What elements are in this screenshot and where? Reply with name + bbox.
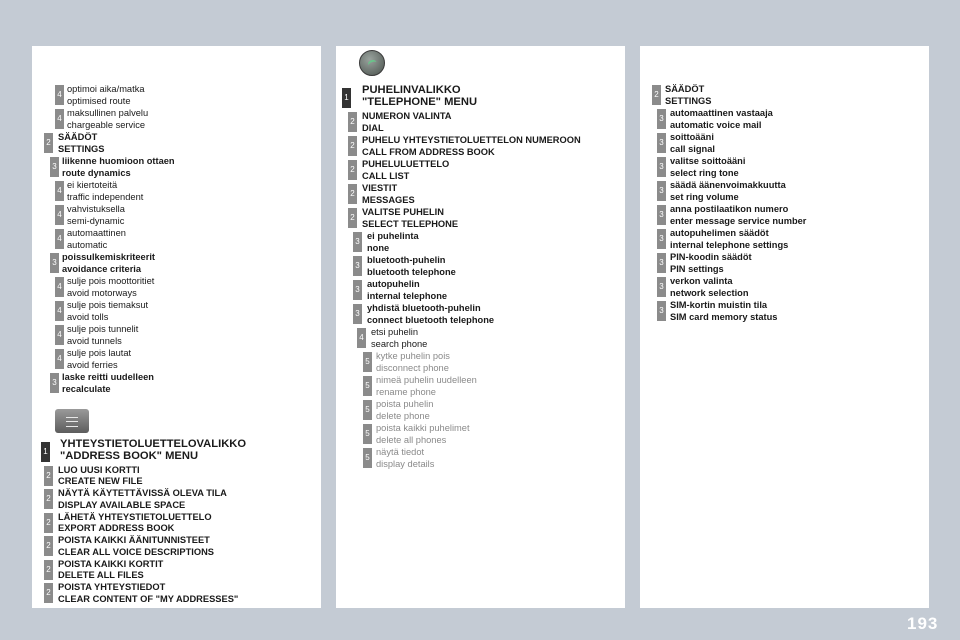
- level-badge: 2: [44, 583, 53, 603]
- level-badge: 3: [353, 232, 362, 252]
- middle-column: [336, 46, 625, 608]
- item-label-fi: autopuhelimen säädöt: [670, 228, 769, 238]
- level-badge: 3: [353, 256, 362, 276]
- level-badge: 4: [55, 181, 64, 201]
- item-label-fi: POISTA YHTEYSTIEDOT: [58, 582, 166, 592]
- level-badge: 1: [342, 88, 351, 108]
- item-label-en: DISPLAY AVAILABLE SPACE: [58, 499, 186, 510]
- menu-item: [32, 488, 321, 511]
- level-badge: 2: [348, 184, 357, 204]
- menu-item: [32, 512, 321, 535]
- item-label-fi: nimeä puhelin uudelleen: [376, 375, 477, 385]
- item-label-en: "TELEPHONE" MENU: [362, 96, 478, 108]
- menu-item: [640, 156, 929, 179]
- item-label-fi: optimoi aika/matka: [67, 84, 145, 94]
- telephone-menu-title: [336, 84, 625, 108]
- item-label-en: rename phone: [376, 386, 436, 397]
- item-label-fi: NUMERON VALINTA: [362, 111, 452, 121]
- item-label-en: route dynamics: [62, 167, 131, 178]
- level-badge: 2: [348, 208, 357, 228]
- menu-item: [640, 276, 929, 299]
- item-label-fi: PUHELU YHTEYSTIETOLUETTELON NUMEROON: [362, 135, 581, 145]
- menu-item: [336, 231, 625, 254]
- item-label-fi: VALITSE PUHELIN: [362, 207, 444, 217]
- level-badge: 4: [55, 301, 64, 321]
- item-label-fi: maksullinen palvelu: [67, 108, 149, 118]
- menu-item: [32, 204, 321, 227]
- item-label-en: set ring volume: [670, 191, 739, 202]
- menu-item: [640, 252, 929, 275]
- level-badge: 3: [657, 301, 666, 321]
- menu-item: [32, 324, 321, 347]
- item-label-en: SETTINGS: [58, 143, 105, 154]
- menu-item: [32, 348, 321, 371]
- item-label-fi: poista kaikki puhelimet: [376, 423, 470, 433]
- menu-item: [640, 180, 929, 203]
- level-badge: 3: [657, 229, 666, 249]
- level-badge: 2: [348, 136, 357, 156]
- item-label-fi: sulje pois tunnelit: [67, 324, 139, 334]
- item-label-en: search phone: [371, 338, 428, 349]
- item-label-en: PIN settings: [670, 263, 724, 274]
- level-badge: 4: [55, 325, 64, 345]
- address-book-icon: [55, 409, 89, 433]
- level-badge: 2: [44, 466, 53, 486]
- level-badge: 3: [50, 157, 59, 177]
- level-badge: 3: [353, 280, 362, 300]
- item-label-en: delete phone: [376, 410, 430, 421]
- item-label-fi: LUO UUSI KORTTI: [58, 464, 140, 475]
- item-label-fi: etsi puhelin: [371, 327, 419, 337]
- item-label-en: recalculate: [62, 383, 111, 394]
- left-column: [32, 46, 321, 608]
- navigation-settings-list: [32, 84, 321, 396]
- menu-item: [640, 204, 929, 227]
- item-label-en: display details: [376, 458, 435, 469]
- item-label-fi: POISTA KAIKKI ÄÄNITUNNISTEET: [58, 535, 210, 545]
- page-number: 193: [907, 614, 939, 633]
- item-label-en: EXPORT ADDRESS BOOK: [58, 523, 175, 533]
- item-label-fi: ei puhelinta: [367, 231, 419, 241]
- level-badge: 4: [55, 229, 64, 249]
- level-badge: 2: [44, 133, 53, 153]
- level-badge: 2: [44, 489, 53, 509]
- item-label-en: DELETE ALL FILES: [58, 570, 144, 580]
- item-label-fi: vahvistuksella: [67, 204, 125, 214]
- item-label-fi: poissulkemiskriteerit: [62, 252, 156, 262]
- item-label-en: CLEAR ALL VOICE DESCRIPTIONS: [58, 546, 214, 557]
- item-label-fi: ei kiertoteitä: [67, 180, 118, 190]
- menu-item: [32, 180, 321, 203]
- item-label-fi: SÄÄDÖT: [58, 132, 98, 142]
- menu-item: [640, 228, 929, 251]
- level-badge: 3: [657, 253, 666, 273]
- menu-item: [32, 228, 321, 251]
- item-label-en: traffic independent: [67, 191, 144, 202]
- menu-item: [336, 135, 625, 158]
- menu-item: [336, 279, 625, 302]
- menu-item: [32, 156, 321, 179]
- item-label-fi: sulje pois lautat: [67, 348, 132, 358]
- item-label-fi: sulje pois tiemaksut: [67, 300, 149, 310]
- menu-item: [32, 465, 321, 488]
- item-label-fi: näytä tiedot: [376, 447, 425, 457]
- item-label-fi: YHTEYSTIETOLUETTELOVALIKKO: [60, 438, 247, 450]
- telephone-menu: [336, 84, 625, 471]
- item-label-en: semi-dynamic: [67, 215, 125, 226]
- address-book-menu: [32, 438, 321, 606]
- item-label-en: avoid tolls: [67, 311, 109, 322]
- level-badge: 4: [55, 85, 64, 105]
- level-badge: 3: [50, 373, 59, 393]
- menu-item: [336, 351, 625, 374]
- item-label-fi: PIN-koodin säädöt: [670, 252, 752, 262]
- item-label-fi: liikenne huomioon ottaen: [62, 156, 175, 166]
- menu-item: [32, 276, 321, 299]
- level-badge: 2: [348, 112, 357, 132]
- level-badge: 4: [55, 109, 64, 129]
- item-label-en: enter message service number: [670, 215, 807, 226]
- menu-item: [336, 111, 625, 134]
- menu-item: [32, 535, 321, 558]
- menu-item: [336, 375, 625, 398]
- item-label-en: connect bluetooth telephone: [367, 314, 495, 325]
- item-label-en: CALL LIST: [362, 170, 410, 181]
- menu-item: [32, 252, 321, 275]
- item-label-en: network selection: [670, 287, 749, 298]
- item-label-fi: yhdistä bluetooth-puhelin: [367, 303, 481, 313]
- menu-item: [336, 423, 625, 446]
- item-label-en: CREATE NEW FILE: [58, 476, 143, 486]
- item-label-en: bluetooth telephone: [367, 266, 456, 277]
- right-column: [640, 46, 929, 608]
- item-label-en: chargeable service: [67, 119, 146, 130]
- item-label-en: "ADDRESS BOOK" MENU: [60, 450, 199, 462]
- item-label-fi: automaattinen vastaaja: [670, 108, 773, 118]
- item-label-fi: anna postilaatikon numero: [670, 204, 789, 214]
- item-label-en: SIM card memory status: [670, 311, 778, 322]
- item-label-fi: kytke puhelin pois: [376, 351, 450, 361]
- level-badge: 3: [353, 304, 362, 324]
- level-badge: 3: [657, 157, 666, 177]
- level-badge: 2: [44, 536, 53, 556]
- item-label-en: delete all phones: [376, 434, 447, 445]
- item-label-fi: bluetooth-puhelin: [367, 255, 446, 265]
- menu-item: [336, 303, 625, 326]
- level-badge: 5: [363, 376, 372, 396]
- item-label-en: none: [367, 242, 390, 253]
- item-label-fi: POISTA KAIKKI KORTIT: [58, 558, 164, 569]
- level-badge: 4: [55, 277, 64, 297]
- item-label-en: automatic: [67, 239, 108, 250]
- item-label-en: avoidance criteria: [62, 263, 142, 274]
- item-label-en: avoid ferries: [67, 359, 118, 370]
- level-badge: 2: [652, 85, 661, 105]
- level-badge: 5: [363, 424, 372, 444]
- item-label-en: CALL FROM ADDRESS BOOK: [362, 146, 495, 157]
- menu-item: [640, 84, 929, 107]
- item-label-fi: automaattinen: [67, 228, 126, 238]
- level-badge: 3: [50, 253, 59, 273]
- menu-item: [640, 300, 929, 323]
- item-label-en: SELECT TELEPHONE: [362, 218, 459, 229]
- item-label-fi: soittoääni: [670, 132, 714, 142]
- item-label-fi: NÄYTÄ KÄYTETTÄVISSÄ OLEVA TILA: [58, 488, 227, 498]
- item-label-fi: VIESTIT: [362, 183, 398, 193]
- item-label-en: avoid tunnels: [67, 335, 122, 346]
- level-badge: 2: [44, 513, 53, 533]
- item-label-en: internal telephone settings: [670, 239, 789, 250]
- level-badge: 5: [363, 400, 372, 420]
- menu-item: [336, 207, 625, 230]
- menu-item: [640, 108, 929, 131]
- item-label-fi: verkon valinta: [670, 276, 733, 286]
- menu-item: [32, 84, 321, 107]
- menu-item: [32, 132, 321, 155]
- menu-item: [32, 300, 321, 323]
- menu-item: [32, 582, 321, 605]
- menu-item: [336, 255, 625, 278]
- item-label-fi: säädä äänenvoimakkuutta: [670, 180, 786, 190]
- level-badge: 4: [55, 349, 64, 369]
- item-label-en: SETTINGS: [665, 95, 712, 106]
- level-badge: 3: [657, 205, 666, 225]
- item-label-en: CLEAR CONTENT OF "MY ADDRESSES": [58, 593, 239, 604]
- level-badge: 3: [657, 181, 666, 201]
- item-label-en: select ring tone: [670, 167, 739, 178]
- menu-item: [336, 159, 625, 182]
- item-label-fi: PUHELULUETTELO: [362, 159, 450, 169]
- item-label-fi: laske reitti uudelleen: [62, 372, 154, 382]
- level-badge: 3: [657, 133, 666, 153]
- item-label-fi: SÄÄDÖT: [665, 84, 705, 94]
- level-badge: 4: [357, 328, 366, 348]
- item-label-en: disconnect phone: [376, 362, 449, 373]
- item-label-fi: LÄHETÄ YHTEYSTIETOLUETTELO: [58, 511, 212, 522]
- menu-item: [336, 183, 625, 206]
- level-badge: 2: [348, 160, 357, 180]
- item-label-fi: PUHELINVALIKKO: [362, 84, 461, 96]
- item-label-fi: SIM-kortin muistin tila: [670, 300, 768, 310]
- level-badge: 3: [657, 109, 666, 129]
- item-label-en: internal telephone: [367, 290, 448, 301]
- telephone-icon: [359, 50, 385, 76]
- level-badge: 5: [363, 352, 372, 372]
- level-badge: 4: [55, 205, 64, 225]
- item-label-fi: valitse soittoääni: [670, 156, 746, 166]
- item-label-en: call signal: [670, 143, 715, 154]
- menu-item: [32, 372, 321, 395]
- telephone-settings-list: [640, 84, 929, 324]
- menu-item: [32, 559, 321, 582]
- item-label-en: avoid motorways: [67, 287, 137, 298]
- menu-item: [640, 132, 929, 155]
- menu-item: [336, 447, 625, 470]
- menu-item: [336, 399, 625, 422]
- level-badge: 3: [657, 277, 666, 297]
- address-book-menu-title: [32, 438, 321, 462]
- item-label-en: automatic voice mail: [670, 119, 762, 130]
- item-label-en: optimised route: [67, 95, 131, 106]
- item-label-en: MESSAGES: [362, 194, 415, 205]
- item-label-en: DIAL: [362, 122, 384, 133]
- item-label-fi: poista puhelin: [376, 399, 434, 409]
- level-badge: 1: [41, 442, 50, 462]
- menu-item: [336, 327, 625, 350]
- level-badge: 2: [44, 560, 53, 580]
- item-label-fi: autopuhelin: [367, 279, 420, 289]
- menu-item: [32, 108, 321, 131]
- level-badge: 5: [363, 448, 372, 468]
- item-label-fi: sulje pois moottoritiet: [67, 276, 155, 286]
